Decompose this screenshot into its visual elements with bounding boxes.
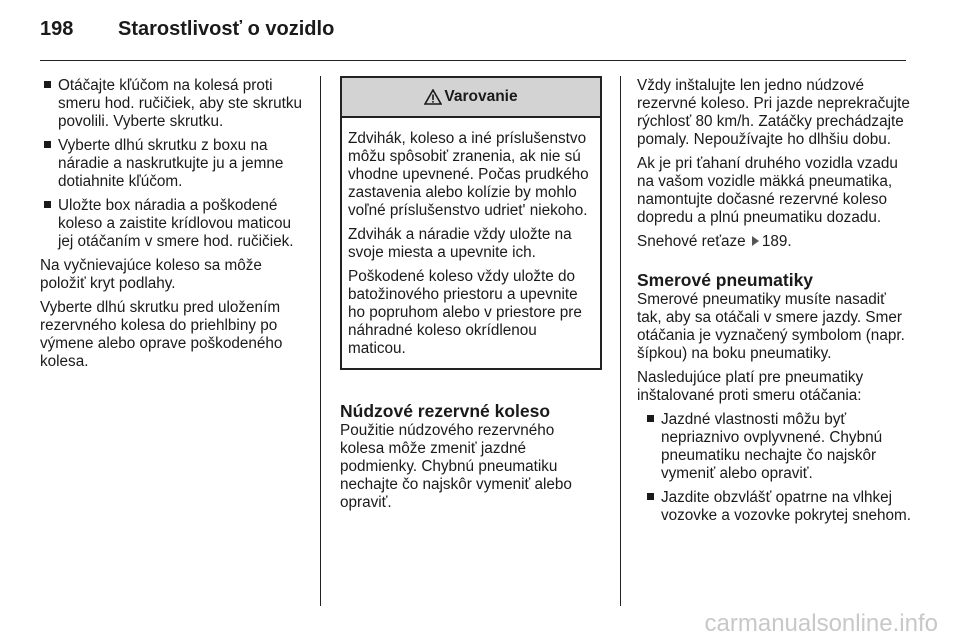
warning-title: Varovanie [444, 88, 518, 105]
header-rule [40, 60, 906, 61]
page-header [40, 18, 334, 41]
paragraph: Poškodené koleso vždy uložte do batožinového priestoru a upevnite ho popruhom alebo v priestore pre náhradné koleso okrídlenou maticou. [348, 268, 582, 357]
bullet-square-icon [44, 141, 51, 148]
warning-triangle-icon [424, 89, 442, 105]
column-divider-2 [620, 76, 621, 606]
warning-box [340, 76, 602, 370]
page-reference[interactable]: 189. [761, 233, 792, 250]
paragraph: Zdvihák, koleso a iné príslušenstvo môžu spôsobiť zranenia, ak nie sú vhodne upevnené. Počas prudkého zastavenia alebo kolízie by mohlo voľné príslušenstvo udriet' niekoho. [348, 130, 589, 219]
bullet-square-icon [647, 493, 654, 500]
section-heading: Smerové pneumatiky [637, 270, 814, 290]
column-1 [40, 77, 310, 377]
section-heading: Núdzové rezervné koleso [340, 401, 551, 421]
column-divider-1 [320, 76, 321, 606]
page-reference-arrow-icon [752, 236, 759, 246]
bullet-square-icon [647, 415, 654, 422]
watermark: carmanualsonline.info [704, 610, 938, 637]
column-3 [637, 77, 912, 531]
paragraph: Vyberte dlhú skrutku pred uložením rezervného kolesa do priehlbiny po výmene alebo oprave poškodeného kolesa. [40, 299, 283, 370]
list-item: Vyberte dlhú skrutku z boxu na náradie a naskrutkujte ju a jemne dotiahnite kľúčom. [40, 137, 310, 191]
paragraph: Zdvihák a náradie vždy uložte na svoje miesta a upevnite ich. [348, 226, 572, 261]
paragraph: Nasledujúce platí pre pneumatiky inštalované proti smeru otáčania: [637, 369, 864, 404]
bullet-square-icon [44, 201, 51, 208]
page-number: 198 [40, 18, 74, 40]
warning-body [342, 118, 600, 368]
list-item: Uložte box náradia a poškodené koleso a zaistite krídlovou maticou jej otáčaním v smere hod. ručičiek. [40, 197, 310, 251]
paragraph: Smerové pneumatiky musíte nasadiť tak, aby sa otáčali v smere jazdy. Smer otáčania je vyznačený symbolom (napr. šípkou) na boku pneumatiky. [637, 291, 905, 362]
warning-header [342, 78, 600, 118]
bullet-square-icon [44, 81, 51, 88]
paragraph: Použitie núdzového rezervného kolesa môže zmeniť jazdné podmienky. Chybnú pneumatiku nechajte čo najskôr vymeniť alebo opraviť. [340, 422, 572, 511]
paragraph: Vždy inštalujte len jedno núdzové rezervné koleso. Pri jazde neprekračujte rýchlosť 80 km/h. Zatáčky prechádzajte pomaly. Nepoužívajte ho dlhšiu dobu. [637, 77, 910, 148]
paragraph: Ak je pri ťahaní druhého vozidla vzadu na vašom vozidle mäkká pneumatika, namontujte dočasné rezervné koleso dopredu a plnú pneumatiku dozadu. [637, 155, 898, 226]
page-title: Starostlivosť o vozidlo [118, 18, 335, 40]
paragraph: Snehové reťaze 189. [637, 233, 792, 250]
list-item: Jazdné vlastnosti môžu byť nepriaznivo ovplyvnené. Chybnú pneumatiku nechajte čo najskôr vymeniť alebo opraviť. [643, 411, 912, 483]
list-item: Jazdite obzvlášť opatrne na vlhkej vozovke a vozovke pokrytej snehom. [643, 489, 912, 525]
list-item: Otáčajte kľúčom na kolesá proti smeru hod. ručičiek, aby ste skrutku povolili. Vyberte skrutku. [40, 77, 310, 131]
paragraph: Na vyčnievajúce koleso sa môže položiť kryt podlahy. [40, 257, 262, 292]
spare-wheel-section [340, 402, 600, 512]
